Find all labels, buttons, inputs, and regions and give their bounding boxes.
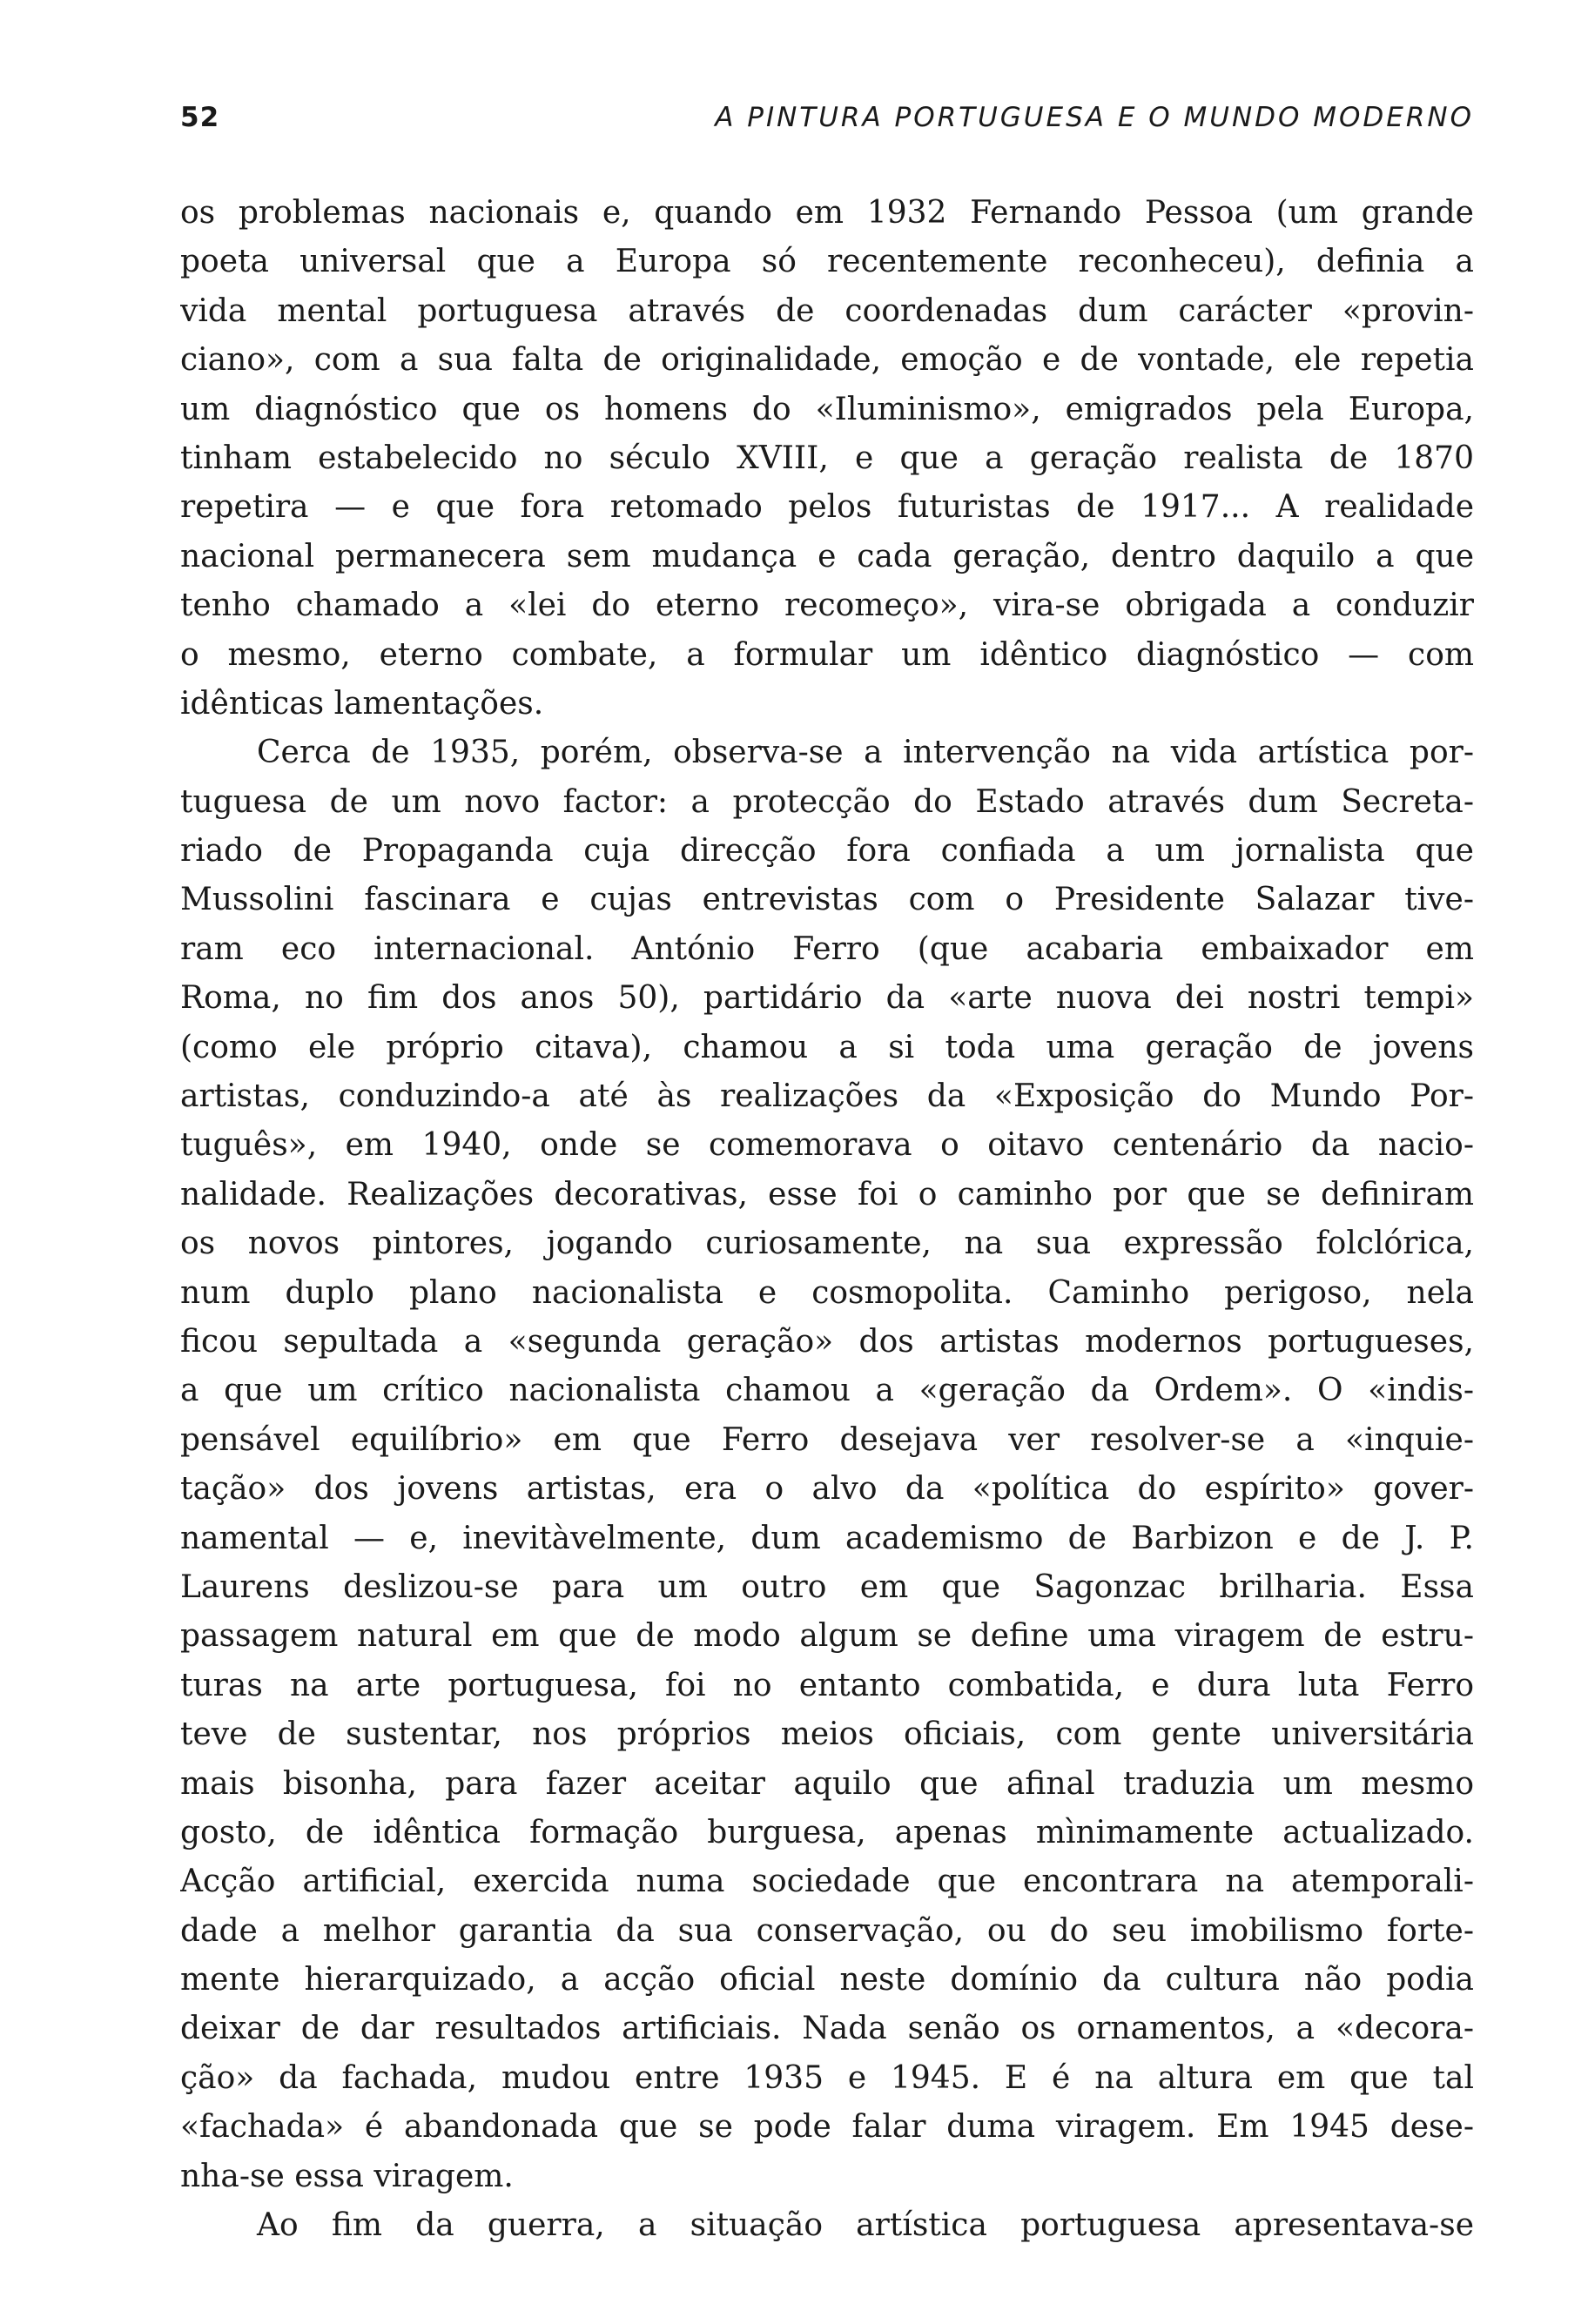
text-line: passagem natural em que de modo algum se define uma viragem de estru-: [180, 1618, 1474, 1655]
text-line: tinham estabelecido no século XVIII, e que a geração realista de 1870: [180, 440, 1474, 476]
running-head: [180, 96, 1474, 139]
text-line: ram eco internacional. António Ferro (que acabaria embaixador em: [180, 930, 1474, 967]
text-line: tuguesa de um novo factor: a protecção do Estado através dum Secreta-: [180, 783, 1474, 820]
text-line: namental — e, inevitàvelmente, dum academismo de Barbizon e de J. P.: [180, 1520, 1474, 1556]
text-line: dade a melhor garantia da sua conservação, ou do seu imobilismo forte-: [180, 1912, 1474, 1949]
text-line: os novos pintores, jogando curiosamente, na sua expressão folclórica,: [180, 1226, 1474, 1262]
text-line: Cerca de 1935, porém, observa-se a intervenção na vida artística por-: [257, 735, 1474, 771]
text-line: o mesmo, eterno combate, a formular um idêntico diagnóstico — com: [180, 636, 1474, 673]
page-number: 52: [180, 102, 220, 133]
text-line: mais bisonha, para fazer aceitar aquilo que afinal traduzia um mesmo: [180, 1765, 1474, 1802]
text-line: nalidade. Realizações decorativas, esse foi o caminho por que se definiram: [180, 1176, 1474, 1212]
text-line: ficou sepultada a «segunda geração» dos artistas modernos portugueses,: [180, 1323, 1474, 1360]
text-line: Acção artificial, exercida numa sociedade que encontrara na atemporali-: [180, 1864, 1474, 1900]
text-line: vida mental portuguesa através de coordenadas dum carácter «provin-: [180, 292, 1474, 329]
text-line: idênticas lamentações.: [180, 685, 544, 722]
text-line: Laurens deslizou-se para um outro em que Sagonzac brilharia. Essa: [180, 1568, 1474, 1605]
text-line: ção» da fachada, mudou entre 1935 e 1945. E é na altura em que tal: [180, 2059, 1474, 2096]
text-line: turas na arte portuguesa, foi no entanto combatida, e dura luta Ferro: [180, 1667, 1474, 1703]
text-line: Mussolini fascinara e cujas entrevistas com o Presidente Salazar tive-: [180, 882, 1474, 918]
running-title: A PINTURA PORTUGUESA E O MUNDO MODERNO: [715, 102, 1474, 133]
text-line: Roma, no fim dos anos 50), partidário da «arte nuova dei nostri tempi»: [180, 980, 1474, 1017]
text-line: deixar de dar resultados artificiais. Nada senão os ornamentos, a «decora-: [180, 2011, 1474, 2047]
body-text: [180, 189, 1474, 2250]
text-line: os problemas nacionais e, quando em 1932 Fernando Pessoa (um grande: [180, 195, 1474, 231]
text-line: num duplo plano nacionalista e cosmopolita. Caminho perigoso, nela: [180, 1274, 1474, 1311]
text-line: riado de Propaganda cuja direcção fora confiada a um jornalista que: [180, 833, 1474, 870]
text-line: «fachada» é abandonada que se pode falar duma viragem. Em 1945 dese-: [180, 2109, 1474, 2146]
text-line: ciano», com a sua falta de originalidade, emoção e de vontade, ele repetia: [180, 342, 1474, 379]
text-line: artistas, conduzindo-a até às realizações da «Exposição do Mundo Por-: [180, 1078, 1474, 1115]
text-line: tenho chamado a «lei do eterno recomeço», vira-se obrigada a conduzir: [180, 588, 1474, 624]
text-line: nha-se essa viragem.: [180, 2158, 514, 2194]
text-line: pensável equilíbrio» em que Ferro desejava ver resolver-se a «inquie-: [180, 1421, 1474, 1458]
text-line: nacional permanecera sem mudança e cada geração, dentro daquilo a que: [180, 538, 1474, 574]
text-line: repetira — e que fora retomado pelos futuristas de 1917... A realidade: [180, 489, 1474, 526]
text-line: poeta universal que a Europa só recentemente reconheceu), definia a: [180, 244, 1474, 280]
text-line: teve de sustentar, nos próprios meios oficiais, com gente universitária: [180, 1716, 1474, 1753]
text-line: a que um crítico nacionalista chamou a «geração da Ordem». O «indis-: [180, 1373, 1474, 1409]
text-line: tação» dos jovens artistas, era o alvo da «política do espírito» gover-: [180, 1471, 1474, 1508]
text-line: um diagnóstico que os homens do «Iluminismo», emigrados pela Europa,: [180, 391, 1474, 427]
text-line: (como ele próprio citava), chamou a si toda uma geração de jovens: [180, 1029, 1474, 1065]
text-line: Ao fim da guerra, a situação artística portuguesa apresentava-se: [257, 2207, 1474, 2244]
text-line: gosto, de idêntica formação burguesa, apenas mìnimamente actualizado.: [180, 1814, 1474, 1850]
text-line: tuguês», em 1940, onde se comemorava o oitavo centenário da nacio-: [180, 1127, 1474, 1164]
text-line: mente hierarquizado, a acção oficial neste domínio da cultura não podia: [180, 1962, 1474, 1998]
